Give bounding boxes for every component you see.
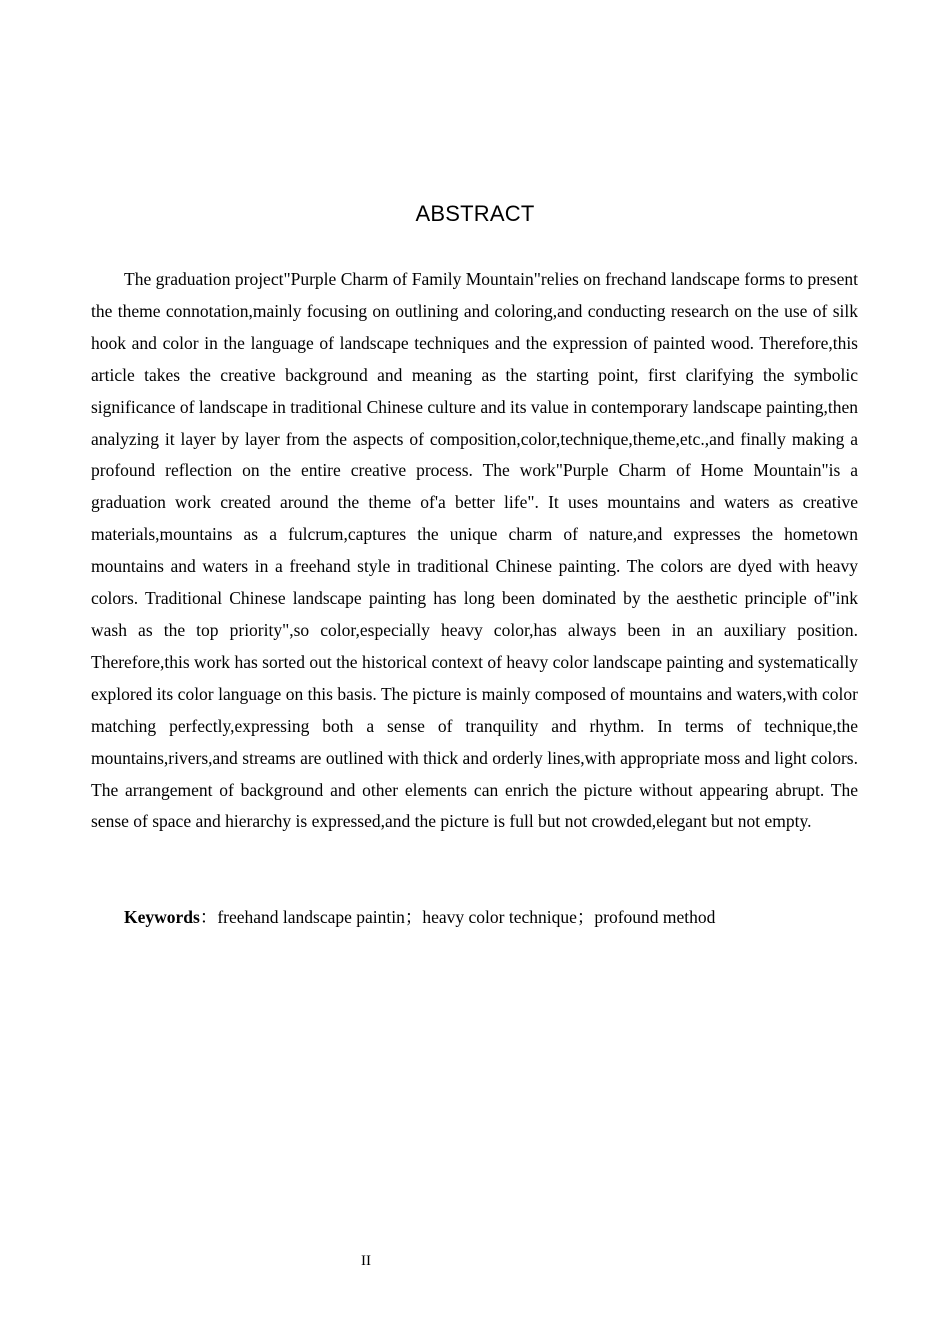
abstract-title: ABSTRACT xyxy=(415,201,535,226)
keywords-separator: ： xyxy=(199,907,218,927)
abstract-body: The graduation project"Purple Charm of Family Mountain"relies on frechand landscape forms to present the theme connotation,mainly focusing on outlining and coloring,and conducting research on the use of silk hook and color in the language of landscape techniques and the expression of painted wood. Therefore,this article takes the creative background and meaning as the starting point, first clarifying the symbolic significance of landscape in traditional Chinese culture and its value in contemporary landscape painting,then analyzing it layer by layer from the aspects of composition,color,technique,theme,etc.,and finally making a profound reflection on the entire creative process. The work"Purple Charm of Home Mountain"is a graduation work created around the theme of'a better life". It uses mountains and waters as creative materials,mountains as a fulcrum,captures the unique charm of nature,and expresses the hometown mountains and waters in a freehand style in traditional Chinese painting. The colors are dyed with heavy colors. Traditional Chinese landscape painting has long been dominated by the aesthetic principle of"ink wash as the top priority",so color,especially heavy color,has always been in an auxiliary position. Therefore,this work has sorted out the historical context of heavy color landscape painting and systematically explored its color language on this basis. The picture is mainly composed of mountains and waters,with color matching perfectly,expressing both a sense of tranquility and rhythm. In terms of technique,the mountains,rivers,and streams are outlined with thick and orderly lines,with appropriate moss and light colors. The arrangement of background and other elements can enrich the picture without appearing abrupt. The sense of space and hierarchy is expressed,and the picture is full but not crowded,elegant but not empty. xyxy=(91,269,858,832)
keywords-text: freehand landscape paintin；heavy color technique；profound method xyxy=(217,907,716,927)
keywords-line xyxy=(124,902,858,934)
page-number: II xyxy=(361,1253,371,1269)
keywords-label: Keywords xyxy=(124,907,200,927)
